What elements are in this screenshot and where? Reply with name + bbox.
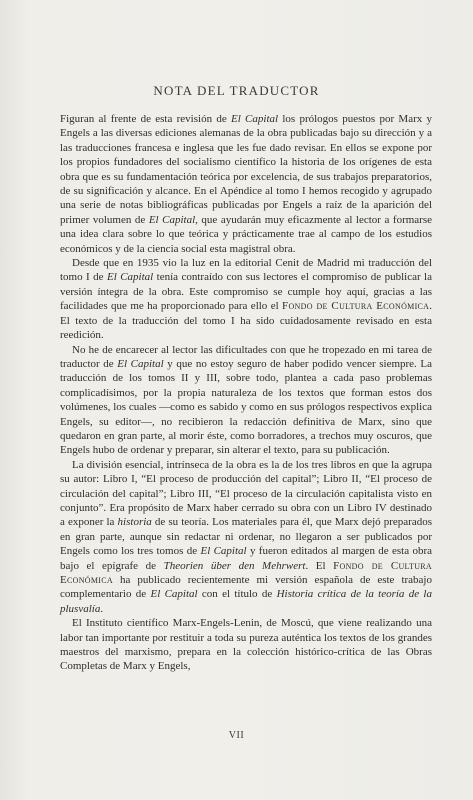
italic-text: El Capital xyxy=(200,545,247,558)
text-run: y que no estoy seguro de haber podido vencer siempre. La traducción de los tomos II y III, sobre todo, plantea a cada paso problemas complicadísimos, por la propia naturaleza de los textos que forman estos dos volúmenes, los cuales —como es sabido y como en sus prólogos respectivos explica Engels, su editor—, no recibieron la redacción definitiva de Marx, sino que quedaron en gran parte, al morir éste, como borradores, a trechos muy oscuros, que Engels hubo de ordenar y preparar, sin alterar el texto, para su publicación. xyxy=(60,357,433,457)
small-caps-text: Fondo de Cultura Económica xyxy=(60,559,432,586)
text-run: los prólogos puestos por Marx y Engels a las diversas ediciones alemanas de la obra publicadas bajo su dirección y a las traducciones francesa e inglesa que les fue dado revisar. En ellos se expone por los propios fundadores del socialismo científico la historia de los orígenes de esta obra que es su fundamentación teórica por excelencia, de sus trabajos preparatorios, de su significación y alcance. En el Apéndice al tomo I hemos recogido y agrupado una serie de notas bibliográficas publicadas por Engels a raíz de la aparición del primer volumen de xyxy=(60,113,433,226)
paragraph xyxy=(60,616,432,674)
page-title: NOTA DEL TRADUCTOR xyxy=(153,83,320,98)
text-run: . El texto de la traducción del tomo I ha sido cuidadosamente revisado en esta reedición. xyxy=(60,300,433,342)
paragraph xyxy=(60,458,432,616)
text-run: Desde que en 1935 vio la luz en la editorial Cenit de Madrid mi traducción del tomo I de xyxy=(60,257,432,284)
text-run: que ayudarán muy eficazmente al lector a formarse una idea clara sobre lo que teórica y prácticamente trae al campo de los estudios económicos y de la ciencia social esta magistral obra. xyxy=(60,213,433,255)
italic-text: El Capital xyxy=(117,357,164,370)
text-run: . El xyxy=(305,559,334,572)
italic-text: El Capital, xyxy=(148,213,198,226)
text-run: El Instituto científico Marx-Engels-Lenin, de Moscú, que viene realizando una labor tan importante por restituir a toda su pureza auténtica los textos de los grandes maestros del marxismo, prepara en la colección histórico-crítica de las Obras Completas de Marx y Engels, xyxy=(60,617,432,673)
text-run: con el título de xyxy=(197,588,277,601)
paragraph xyxy=(60,112,432,256)
paragraph xyxy=(60,256,432,342)
page-number: VII xyxy=(228,730,245,741)
text-run: de su teoría. Los materiales para él, que Marx dejó preparados en gran parte, aunque sin redactar ni ordenar, no llegaron a ser publicados por Engels como los tres tomos de xyxy=(60,516,433,558)
small-caps-text: Fondo de Cultura Económica xyxy=(282,300,430,313)
text-run: tenía contraído con sus lectores el compromiso de publicar la versión íntegra de la obra. Este compromiso se cumple hoy aquí, gracias a las facilidades que me ha proporcionado para ello el xyxy=(60,271,432,313)
paragraph xyxy=(60,343,432,458)
text-run: ha publicado recientemente mi versión española de este trabajo complementario de xyxy=(60,574,432,601)
italic-text: Historia crítica de la teoría de la plusvalía xyxy=(60,588,432,615)
text-run: . xyxy=(100,602,104,615)
body-text xyxy=(60,112,432,674)
italic-text: Theorien über den Mehrwert xyxy=(163,559,306,572)
italic-text: El Capital xyxy=(231,113,279,125)
italic-text: historia xyxy=(117,516,152,529)
italic-text: El Capital xyxy=(150,588,198,601)
text-run: y fueron editados al margen de esta obra bajo el epígrafe de xyxy=(60,545,433,572)
text-run: Figuran al frente de esta revisión de xyxy=(60,113,231,125)
text-run: No he de encarecer al lector las dificultades con que he tropezado en mi tarea de traductor de xyxy=(60,343,432,370)
italic-text: El Capital xyxy=(106,271,154,284)
text-run: La división esencial, intrínseca de la obra es la de los tres libros en que la agrupa su autor: Libro I, “El proceso de producción del capital”; Libro II, “El proceso de circulación del capital”; Libro III, “El proceso de la circulación capitalista visto en conjunto”. Era propósito de Marx haber cerrado su obra con un Libro IV destinado a exponer la xyxy=(60,458,432,529)
